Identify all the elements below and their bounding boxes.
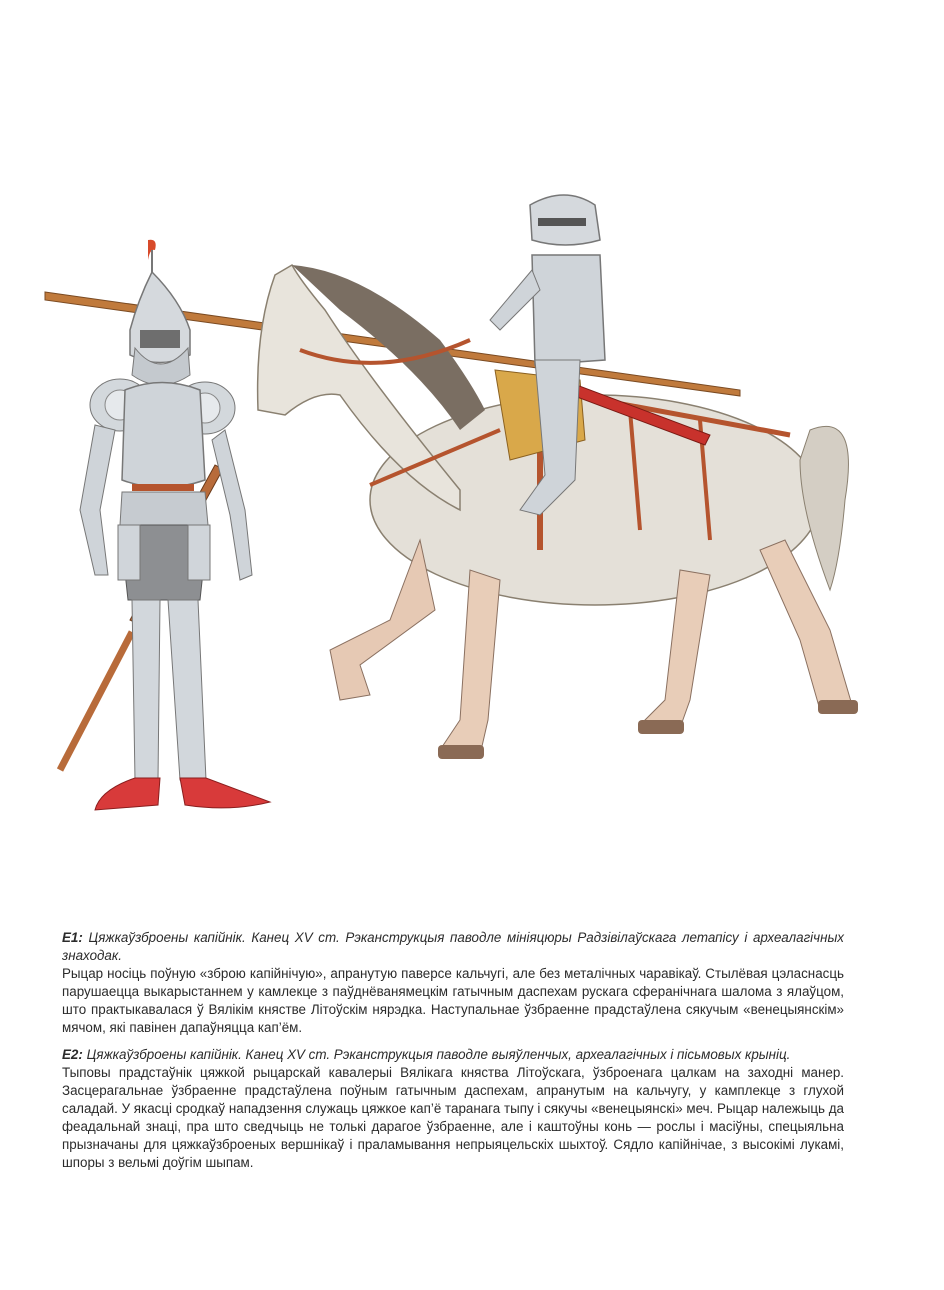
caption-e2-title: Цяжкаўзброены капійнік. Канец XV ст. Рэканструкцыя паводле выяўленчых, археалагічных і пісьмовых крыніц. xyxy=(86,1047,791,1062)
mounted-knight-figure xyxy=(258,195,858,759)
caption-e2 xyxy=(62,1046,844,1172)
illustration xyxy=(40,180,890,820)
caption-e2-heading xyxy=(62,1047,790,1062)
caption-e2-body: Тыповы прадстаўнік цяжкой рыцарскай кавалерыі Вялікага княства Літоўскага, ўзброенага цалкам на заходні манер. Засцерагальнае ўзбраенне прадстаўлена поўным гатычным даспехам, апранутым на кальчугу, у камплекце з глухой саладай. У якасці сродкаў нападзення служаць цяжкое кап’ё таранага тыпу і сякучы «венецыянскі» меч. Рыцар належыць да феадальнай знаці, пра што сведчыць не толькі дарагое ўзбраенне, але і каштоўны конь — рослы і масіўны, спецыяльна прызначаны для цяжкаўзброеных вершнікаў і праламывання непрыяцельскіх шыхтоў. Сядло капійнічае, з высокімі лукамі, шпоры з вельмі доўгім шыпам. xyxy=(62,1065,844,1170)
caption-e1-title: Цяжкаўзброены капійнік. Канец XV ст. Рэканструкцыя паводле мініяцюры Радзівілаўскага летапісу і археалагічных знаходак. xyxy=(62,930,844,963)
caption-e1-tag: E1: xyxy=(62,930,83,945)
caption-e1-body: Рыцар носіць поўную «зброю капійнічую», апранутую паверсе кальчугі, але без металічных чаравікаў. Стылёвая цэласнасць парушаецца выкарыстаннем у камлекце з паўднёванямецкім гатычным даспехам рускага сферанічнага шалома з ялаўцом, што практыкавалася ў Вялікім княстве Літоўскім нярэдка. Наступальнае ўзбраенне прадстаўлена сякучым «венецыянскім» мячом, які павінен дапаўняцца кап’ём. xyxy=(62,966,844,1035)
caption-e2-tag: E2: xyxy=(62,1047,83,1062)
caption-e1-heading xyxy=(62,930,844,963)
caption-e1 xyxy=(62,929,844,1037)
